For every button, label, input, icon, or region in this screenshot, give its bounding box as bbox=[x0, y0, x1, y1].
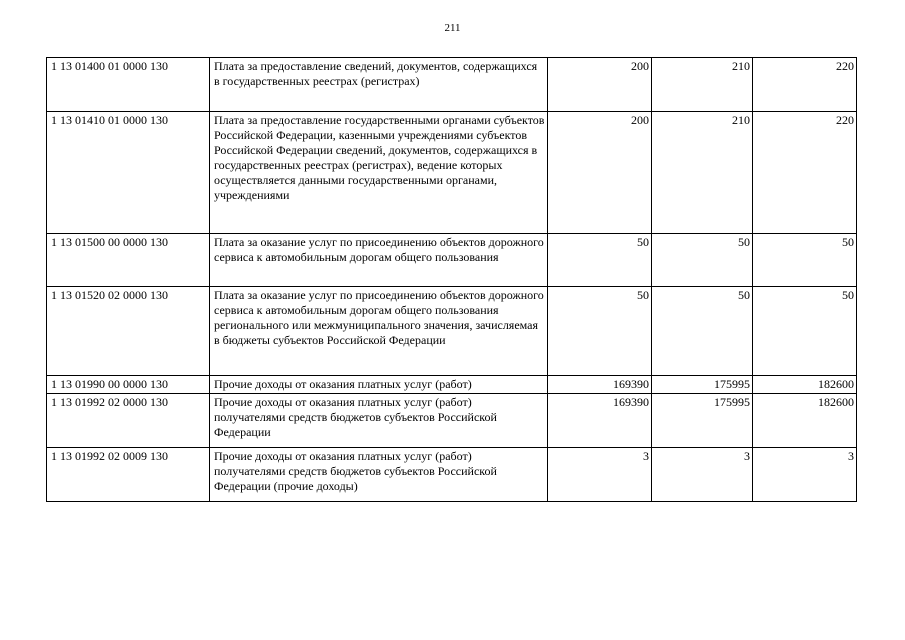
revenue-code-cell: 1 13 01500 00 0000 130 bbox=[47, 234, 210, 287]
revenue-code-cell: 1 13 01992 02 0009 130 bbox=[47, 448, 210, 502]
amount-year-1-cell: 169390 bbox=[548, 376, 652, 394]
budget-revenue-table bbox=[46, 57, 857, 502]
amount-year-2-cell: 175995 bbox=[652, 394, 753, 448]
revenue-code-cell: 1 13 01410 01 0000 130 bbox=[47, 112, 210, 234]
table-row bbox=[47, 58, 857, 112]
amount-year-3-cell: 220 bbox=[753, 58, 857, 112]
table-row bbox=[47, 394, 857, 448]
revenue-name-cell: Прочие доходы от оказания платных услуг (работ) получателями средств бюджетов субъектов Российской Федерации bbox=[210, 394, 548, 448]
page-number: 211 bbox=[444, 22, 461, 34]
table-row bbox=[47, 287, 857, 376]
revenue-name-cell: Прочие доходы от оказания платных услуг (работ) bbox=[210, 376, 548, 394]
table-row bbox=[47, 234, 857, 287]
amount-year-1-cell: 200 bbox=[548, 58, 652, 112]
amount-year-1-cell: 50 bbox=[548, 287, 652, 376]
table-row bbox=[47, 376, 857, 394]
revenue-code-cell: 1 13 01400 01 0000 130 bbox=[47, 58, 210, 112]
revenue-name-cell: Плата за предоставление государственными органами субъектов Российской Федерации, казенными учреждениями субъектов Российской Федерации сведений, документов, содержащихся в государственных реестрах (регистрах), ведение которых осуществляется данными государственными органами, учреждениями bbox=[210, 112, 548, 234]
amount-year-3-cell: 182600 bbox=[753, 394, 857, 448]
amount-year-2-cell: 210 bbox=[652, 112, 753, 234]
amount-year-1-cell: 50 bbox=[548, 234, 652, 287]
amount-year-3-cell: 50 bbox=[753, 287, 857, 376]
amount-year-1-cell: 3 bbox=[548, 448, 652, 502]
amount-year-1-cell: 200 bbox=[548, 112, 652, 234]
amount-year-3-cell: 220 bbox=[753, 112, 857, 234]
amount-year-2-cell: 210 bbox=[652, 58, 753, 112]
table-row bbox=[47, 112, 857, 234]
amount-year-2-cell: 50 bbox=[652, 287, 753, 376]
revenue-code-cell: 1 13 01992 02 0000 130 bbox=[47, 394, 210, 448]
amount-year-3-cell: 182600 bbox=[753, 376, 857, 394]
revenue-name-cell: Плата за оказание услуг по присоединению объектов дорожного сервиса к автомобильным дорогам общего пользования регионального или межмуниципального значения, зачисляемая в бюджеты субъектов Российской Федерации bbox=[210, 287, 548, 376]
amount-year-2-cell: 3 bbox=[652, 448, 753, 502]
amount-year-2-cell: 175995 bbox=[652, 376, 753, 394]
amount-year-3-cell: 3 bbox=[753, 448, 857, 502]
amount-year-2-cell: 50 bbox=[652, 234, 753, 287]
revenue-code-cell: 1 13 01520 02 0000 130 bbox=[47, 287, 210, 376]
revenue-name-cell: Плата за оказание услуг по присоединению объектов дорожного сервиса к автомобильным дорогам общего пользования bbox=[210, 234, 548, 287]
amount-year-3-cell: 50 bbox=[753, 234, 857, 287]
revenue-name-cell: Плата за предоставление сведений, документов, содержащихся в государственных реестрах (регистрах) bbox=[210, 58, 548, 112]
revenue-name-cell: Прочие доходы от оказания платных услуг (работ) получателями средств бюджетов субъектов Российской Федерации (прочие доходы) bbox=[210, 448, 548, 502]
table-row bbox=[47, 448, 857, 502]
amount-year-1-cell: 169390 bbox=[548, 394, 652, 448]
revenue-code-cell: 1 13 01990 00 0000 130 bbox=[47, 376, 210, 394]
